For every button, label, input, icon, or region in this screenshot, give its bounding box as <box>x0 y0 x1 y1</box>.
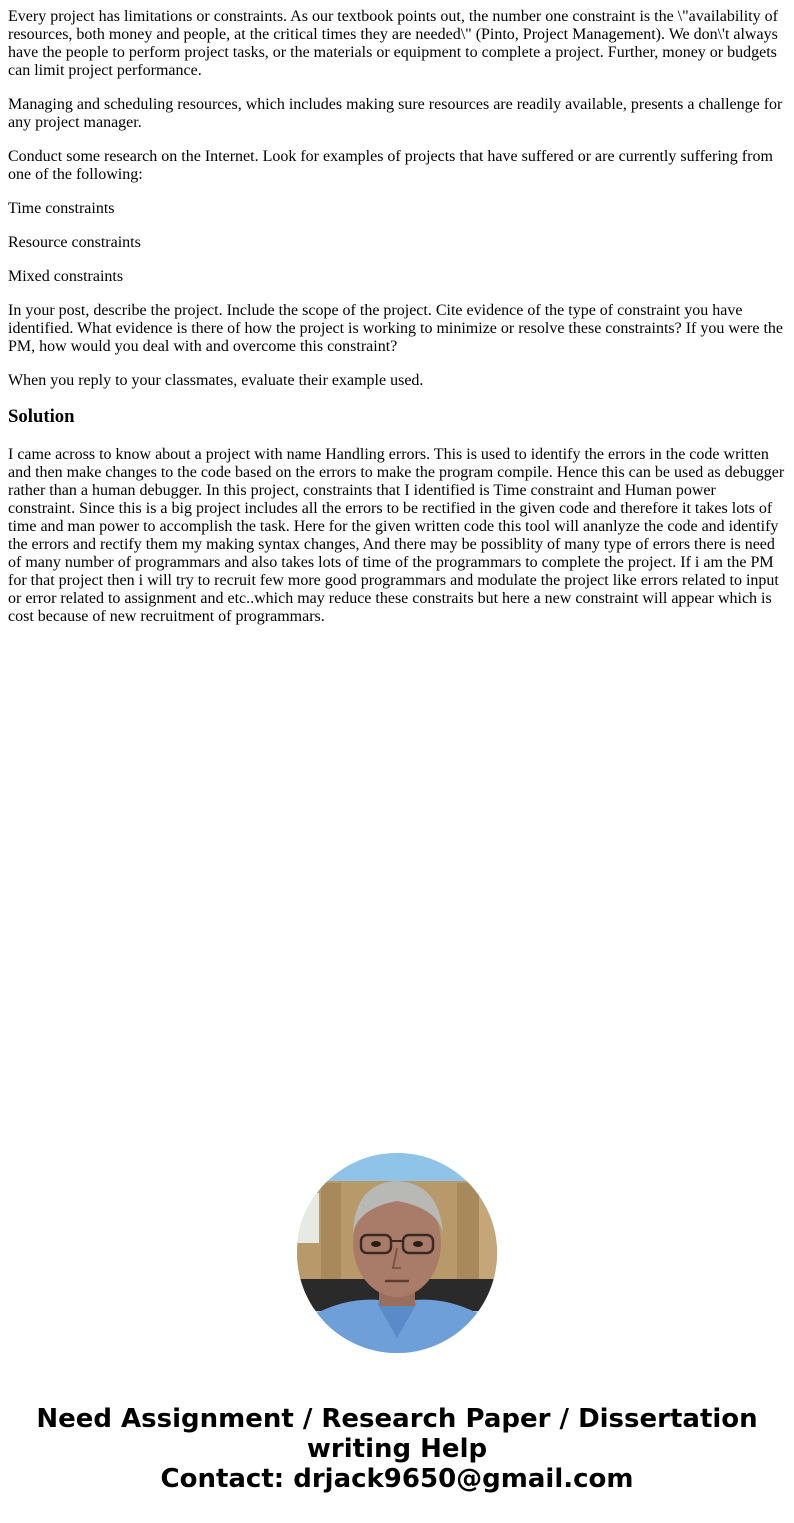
promo-line-1: Need Assignment / Research Paper / Dissertation <box>36 1404 758 1434</box>
person-photo-icon <box>297 1153 497 1353</box>
question-paragraph: Every project has limitations or constraints. As our textbook points out, the number one constraint is the \"availability of resources, both money and people, at the critical times they are needed\" (Pinto, Project Management). We don\'t always have the people to perform project tasks, or the materials or equipment to complete a project. Further, money or budgets can limit project performance. <box>8 8 778 79</box>
constraint-type-time: Time constraints <box>8 200 115 217</box>
document-content <box>8 8 786 642</box>
question-paragraph: Managing and scheduling resources, which includes making sure resources are readily available, presents a challenge for any project manager. <box>8 96 783 131</box>
constraint-type-resource: Resource constraints <box>8 234 141 251</box>
solution-body: I came across to know about a project with name Handling errors. This is used to identify the errors in the code written and then make changes to the code based on the errors to make the program compile. Hence this can be used as debugger rather than a human debugger. In this project, constraints that I identified is Time constraint and Human power constraint. Since this is a big project includes all the errors to be rectified in the given code and therefore it takes lots of time and man power to accomplish the task. Here for the given written code this tool will ananlyze the code and identify the errors and rectify them my making syntax changes, And there may be possiblity of many type of errors there is need of many number of programmars and also takes lots of time of the programmars to complete the project. If i am the PM for that project then i will try to recruit few more good programmars and modulate the project like errors related to input or error related to assignment and etc..which may reduce these constraits but here a new constraint will appear which is cost because of new recruitment of programmars. <box>8 446 785 625</box>
instruction-paragraph: In your post, describe the project. Include the scope of the project. Cite evidence of the type of constraint you have identified. What evidence is there of how the project is working to minimize or resolve these constraints? If you were the PM, how would you deal with and overcome this constraint? <box>8 302 784 355</box>
instruction-paragraph: When you reply to your classmates, evaluate their example used. <box>8 372 424 389</box>
promo-contact: Contact: drjack9650@gmail.com <box>160 1464 634 1494</box>
solution-heading: Solution <box>8 406 75 427</box>
question-paragraph: Conduct some research on the Internet. Look for examples of projects that have suffered or are currently suffering from one of the following: <box>8 148 773 183</box>
avatar <box>297 1153 497 1353</box>
constraint-type-mixed: Mixed constraints <box>8 268 124 285</box>
promo-line-2: writing Help <box>306 1434 488 1464</box>
promo-banner <box>0 1404 794 1494</box>
